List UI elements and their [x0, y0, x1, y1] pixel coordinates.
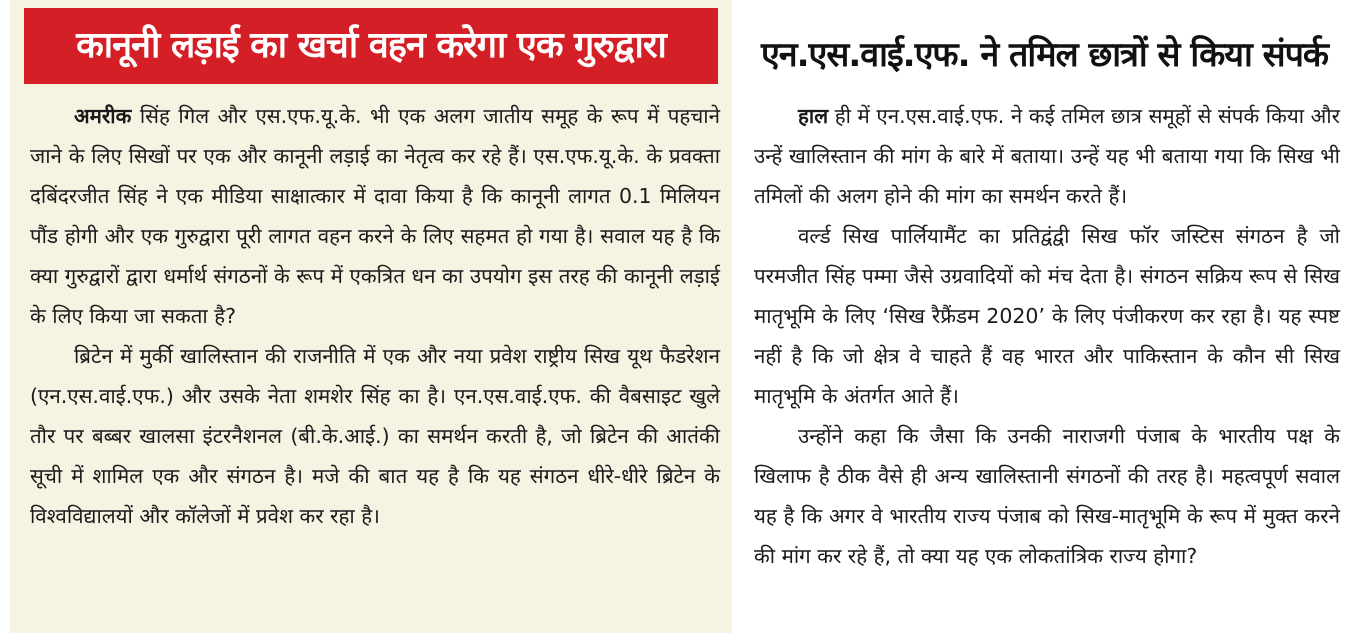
- left-headline: कानूनी लड़ाई का खर्चा वहन करेगा एक गुरुद्वारा: [24, 8, 718, 84]
- right-paragraph-1-lead: हाल: [798, 104, 829, 128]
- right-paragraph-1-text: ही में एन.एस.वाई.एफ. ने कई तमिल छात्र समूहों से संपर्क किया और उन्हें खालिस्तान की मांग के बारे में बताया। उन्हें यह भी बताया गया कि सिख भी तमिलों की अलग होने की मांग का समर्थन करते हैं।: [754, 104, 1340, 208]
- right-article-body: [754, 96, 1340, 576]
- left-paragraph-1-lead: अमरीक: [74, 104, 132, 128]
- right-paragraph-2: वर्ल्ड सिख पार्लियामैंट का प्रतिद्वंद्वी सिख फॉर जस्टिस संगठन है जो परमजीत सिंह पम्मा जैसे उग्रवादियों को मंच देता है। संगठन सक्रिय रूप से सिख मातृभूमि के लिए ‘सिख रैफ्रैंडम 2020’ के लिए पंजीकरण कर रहा है। यह स्पष्ट नहीं है कि जो क्षेत्र वे चाहते हैं वह भारत और पाकिस्तान के कौन सी सिख मातृभूमि के अंतर्गत आते हैं।: [754, 224, 1340, 408]
- left-paragraph-1: [30, 96, 720, 336]
- right-article: [742, 0, 1347, 633]
- left-article: [10, 0, 732, 633]
- right-headline: एन.एस.वाई.एफ. ने तमिल छात्रों से किया संपर्क: [760, 35, 1329, 75]
- left-article-body: [30, 96, 720, 536]
- right-paragraph-3: उन्होंने कहा कि जैसा कि उनकी नाराजगी पंजाब के भारतीय पक्ष के खिलाफ है ठीक वैसे ही अन्य खालिस्तानी संगठनों की तरह है। महत्वपूर्ण सवाल यह है कि अगर वे भारतीय राज्य पंजाब को सिख-मातृभूमि के रूप में मुक्त करने की मांग कर रहे हैं, तो क्या यह एक लोकतांत्रिक राज्य होगा?: [754, 424, 1340, 568]
- right-paragraph-1: [754, 96, 1340, 216]
- left-paragraph-2: ब्रिटेन में मुर्की खालिस्तान की राजनीति में एक और नया प्रवेश राष्ट्रीय सिख यूथ फैडरेशन (एन.एस.वाई.एफ.) और उसके नेता शमशेर सिंह का है। एन.एस.वाई.एफ. की वैबसाइट खुले तौर पर बब्बर खालसा इंटरनैशनल (बी.के.आई.) का समर्थन करती है, जो ब्रिटेन की आतंकी सूची में शामिल एक और संगठन है। मजे की बात यह है कि यह संगठन धीरे-धीरे ब्रिटेन के विश्वविद्यालयों और कॉलेजों में प्रवेश कर रहा है।: [30, 344, 720, 528]
- left-paragraph-1-text: सिंह गिल और एस.एफ.यू.के. भी एक अलग जातीय समूह के रूप में पहचाने जाने के लिए सिखों पर एक और कानूनी लड़ाई का नेतृत्व कर रहे हैं। एस.एफ.यू.के. के प्रवक्ता दबिंदरजीत सिंह ने एक मीडिया साक्षात्कार में दावा किया है कि कानूनी लागत 0.1 मिलियन पौंड होगी और एक गुरुद्वारा पूरी लागत वहन करने के लिए सहमत हो गया है। सवाल यह है कि क्या गुरुद्वारों द्वारा धर्मार्थ संगठनों के रूप में एकत्रित धन का उपयोग इस तरह की कानूनी लड़ाई के लिए किया जा सकता है?: [30, 104, 720, 328]
